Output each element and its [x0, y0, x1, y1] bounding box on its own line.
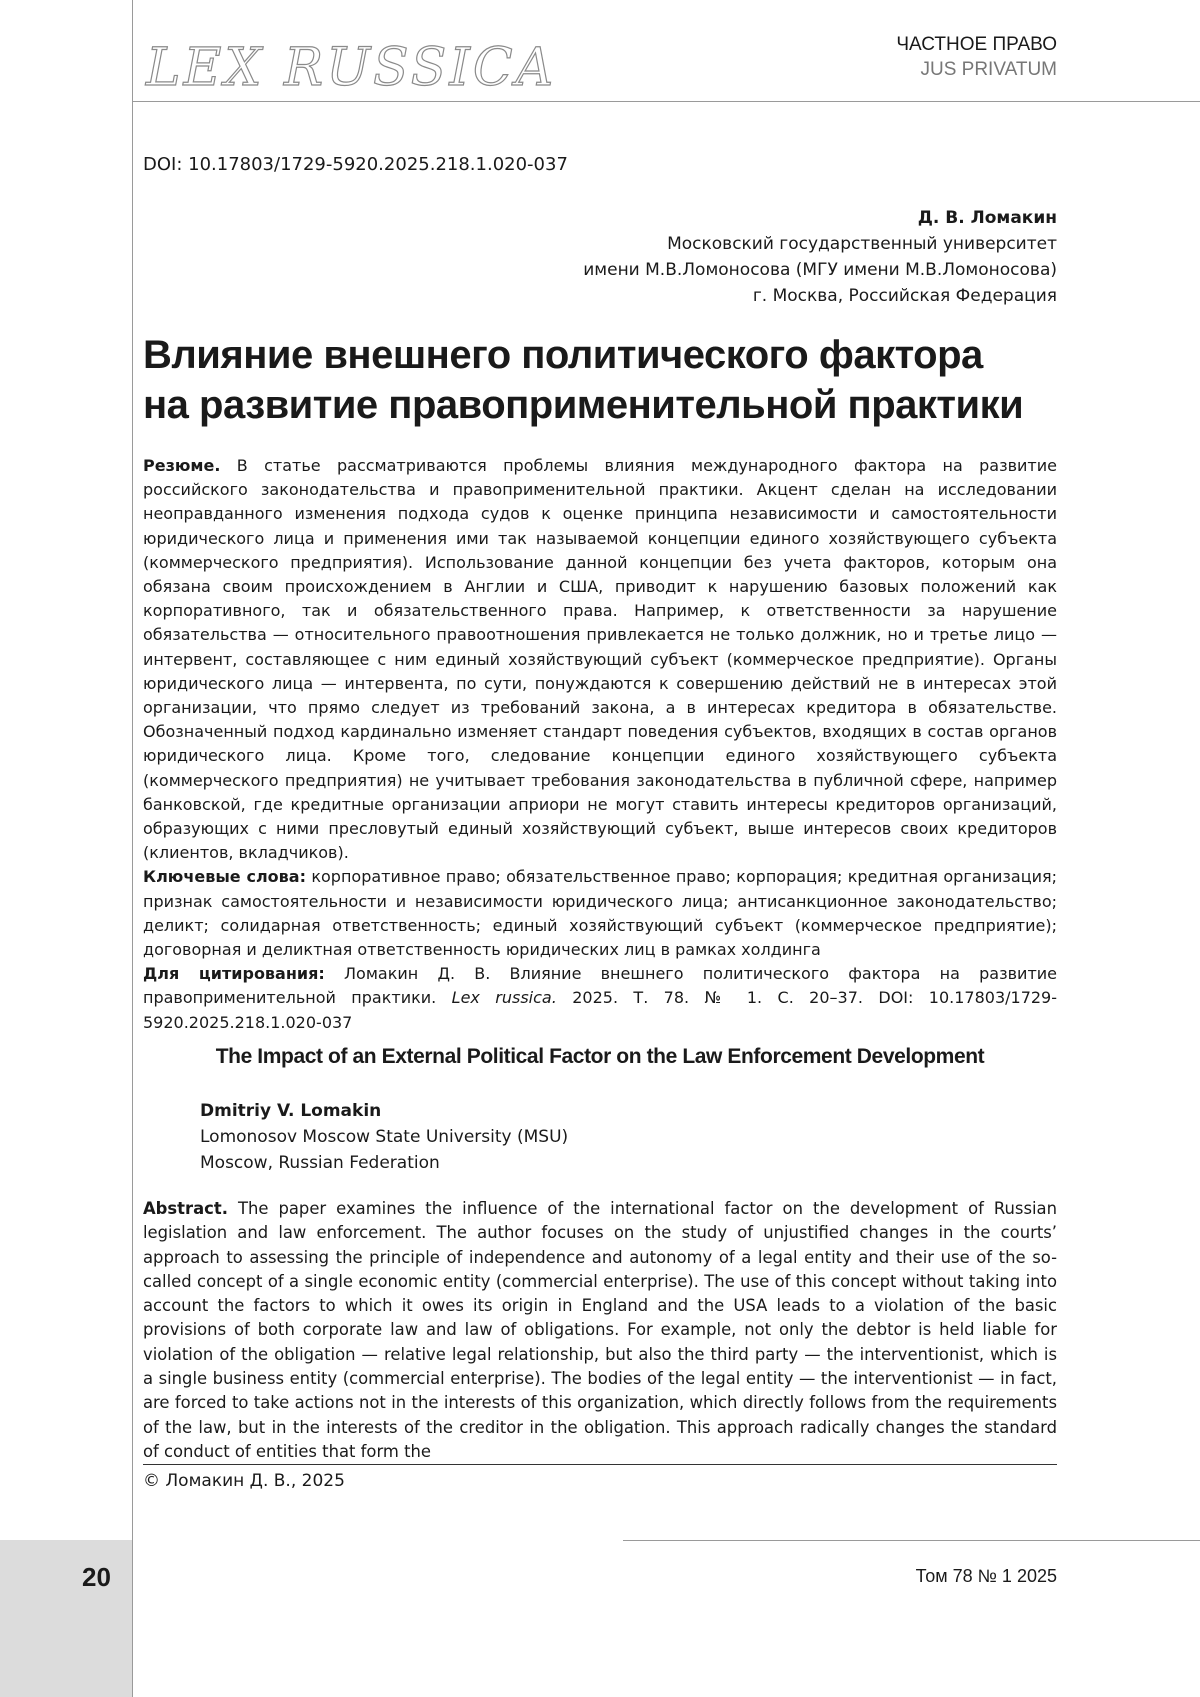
- rubric: [896, 32, 1057, 82]
- abstract-en-paragraph: [143, 1197, 1057, 1464]
- footer-rule: [623, 1540, 1200, 1541]
- abstract-en-text: The paper examines the influence of the international factor on the development of Russian legislation and law enforcement. The author focuses on the study of unjustified changes in the courts’ approach to assessing the principle of independence and autonomy of a legal entity and their use of the so-called concept of a single economic entity (commercial enterprise). The use of this concept without taking into account the factors to which it owes its origin in England and the USA leads to a violation of the basic provisions of both corporate law and law of obligations. For example, not only the debtor is held liable for violation of the obligation — relative legal relationship, but also the third party — the interventionist, which is a single business entity (commercial enterprise). The bodies of the legal entity — the interventionist — in fact, are forced to take actions not in the interests of this organization, which directly follows from the requirements of the law, but in the interests of the creditor in the obligation. This approach radically changes the standard of conduct of entities that form the: [143, 1199, 1057, 1461]
- author-location-en: Moscow, Russian Federation: [200, 1153, 440, 1173]
- citation-ru-details: 2025. Т. 78. № 1. С. 20–37. DOI: 10.17803/1729-5920.2025.218.1.020-037: [143, 988, 1058, 1032]
- header-rule: [132, 101, 1200, 102]
- abstract-en: [143, 1197, 1057, 1464]
- abstract-ru-label: Резюме.: [143, 456, 221, 475]
- author-affiliation-line2: имени М.В.Ломоносова (МГУ имени М.В.Ломоносова): [583, 260, 1057, 280]
- rubric-ru: ЧАСТНОЕ ПРАВО: [896, 34, 1057, 55]
- title-line-2: на развитие правоприменительной практики: [143, 383, 1024, 427]
- author-location: г. Москва, Российская Федерация: [752, 286, 1057, 306]
- keywords-ru-text: корпоративное право; обязательственное право; корпорация; кредитная организация; признак самостоятельности и независимости юридического лица; антисанкционное законодательство; деликт; солидарная ответственность; единый хозяйствующий субъект (коммерческое предприятие); договорная и деликтная ответственность юридических лиц в рамках холдинга: [143, 867, 1058, 960]
- abstract-en-label: Abstract.: [143, 1199, 228, 1218]
- footer-band: [0, 1540, 132, 1697]
- copyright-rule: [143, 1464, 1057, 1465]
- author-name: Д. В. Ломакин: [917, 208, 1057, 228]
- article-title-en: The Impact of an External Political Factor on the Law Enforcement Development: [215, 1045, 985, 1068]
- keywords-ru: [143, 865, 1057, 962]
- author-affiliation-line1: Московский государственный университет: [667, 234, 1057, 254]
- title-line-1: Влияние внешнего политического фактора: [143, 333, 983, 377]
- rubric-en: JUS PRIVATUM: [920, 59, 1057, 80]
- citation-ru-journal: Lex russica.: [451, 988, 557, 1008]
- abstract-ru-text: В статье рассматриваются проблемы влияния международного фактора на развитие российского законодательства и правоприменительной практики. Акцент сделан на исследовании неоправданного изменения подхода судов к оценке принципа независимости и самостоятельности юридического лица и применения ими так называемой концепции единого хозяйствующего субъекта (коммерческого предприятия). Использование данной концепции без учета факторов, которым она обязана своим происхождением в Англии и США, приводит к нарушению базовых положений как корпоративного, так и обязательственного права. Например, к ответственности за нарушение обязательства — относительного правоотношения привлекается не только должник, но и третье лицо — интервент, составляющее с ним единый хозяйствующий субъект (коммерческое предприятие). Органы юридического лица — интервента, по сути, понуждаются к совершению действий не в интересах этой организации, что прямо следует из требований закона, а в интересах кредитора в обязательстве. Обозначенный подход кардинально изменяет стандарт поведения субъектов, входящих в состав органов юридического лица. Кроме того, следование концепции единого хозяйствующего субъекта (коммерческого предприятия) не учитывает требования законодательства в публичной сфере, например банковской, где кредитные организации априори не могут ставить интересы кредиторов организаций, образующих с ними пресловутый единый хозяйствующий субъект, выше интересов своих кредиторов (клиентов, вкладчиков).: [143, 456, 1057, 863]
- keywords-ru-label: Ключевые слова:: [143, 867, 306, 887]
- citation-ru-text: Ломакин Д. В. Влияние внешнего политического фактора на развитие правоприменительной практики.: [143, 964, 1058, 1008]
- abstract-ru: [143, 454, 1057, 1035]
- margin-rule: [132, 0, 133, 1697]
- doi-line[interactable]: DOI: 10.17803/1729-5920.2025.218.1.020-037: [143, 154, 568, 175]
- abstract-ru-paragraph: [143, 454, 1057, 865]
- citation-ru: [143, 962, 1057, 1035]
- author-block-ru: [583, 205, 1057, 309]
- author-name-en: Dmitriy V. Lomakin: [200, 1101, 382, 1121]
- article-title-ru: [143, 330, 1063, 430]
- issue-info: Том 78 № 1 2025: [915, 1566, 1057, 1586]
- copyright: © Ломакин Д. В., 2025: [143, 1471, 345, 1491]
- author-block-en: [200, 1098, 568, 1176]
- page-number: 20: [82, 1562, 111, 1592]
- author-affiliation-en: Lomonosov Moscow State University (MSU): [200, 1127, 569, 1147]
- citation-ru-label: Для цитирования:: [143, 964, 325, 984]
- journal-logo: LEX RUSSICA: [146, 38, 557, 98]
